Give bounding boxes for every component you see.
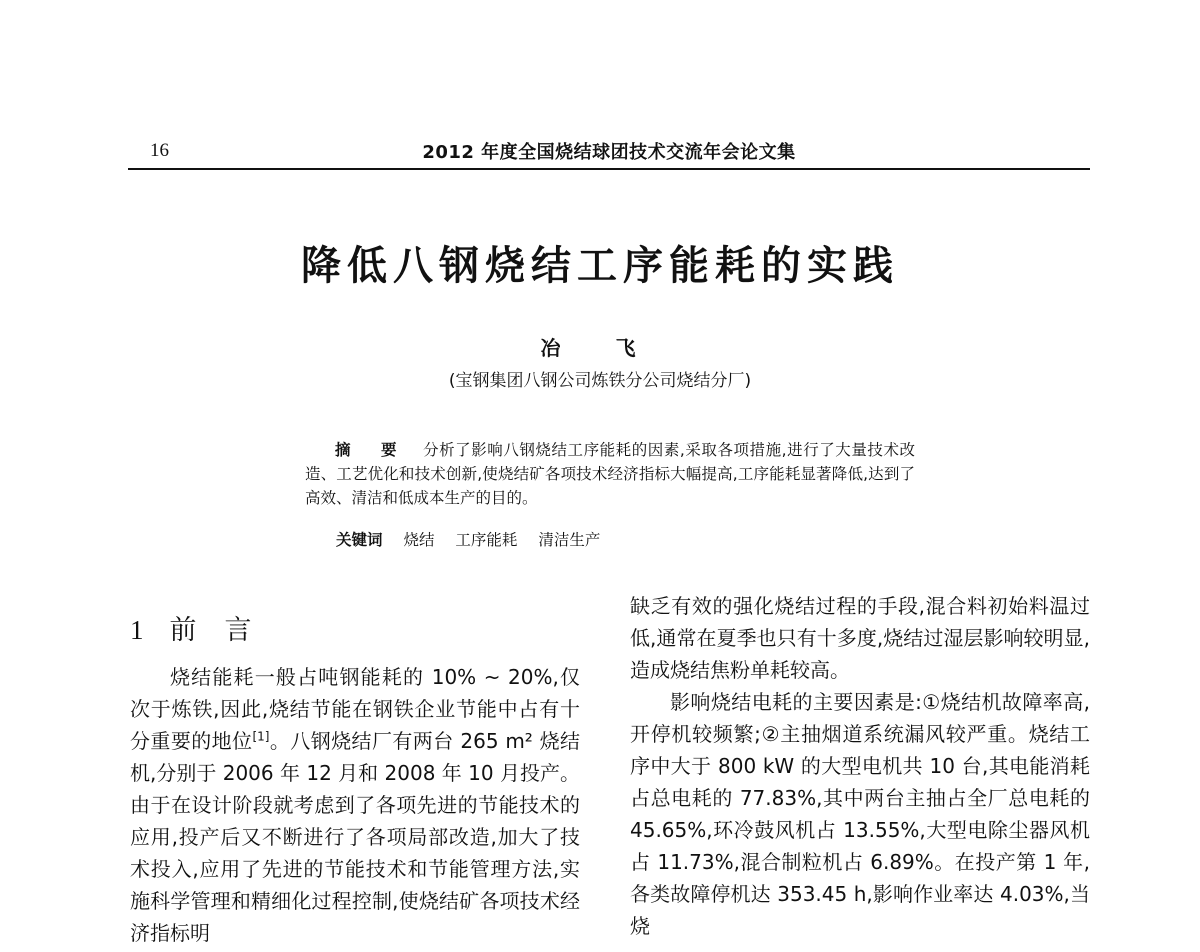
paragraph-text: 烧结能耗一般占吨钢能耗的 10% ~ 20%,仅次于炼铁,因此,烧结节能在钢铁企业节能中占有十分重要的地位 <box>130 665 580 753</box>
paper-author: 冶 飞 <box>540 336 660 360</box>
paragraph-text: 。八钢烧结厂有两台 265 m² 烧结机,分别于 2006 年 12 月和 2008 年 10 月投产。由于在设计阶段就考虑到了各项先进的节能技术的应用,投产后又不断进行了各项局部改造,加大了技术投入,应用了先进的节能技术和节能管理方法,实施科学管理和精细化过程控制,使烧结矿各项技术经济指标明 <box>130 729 581 945</box>
author-affiliation: (宝钢集团八钢公司炼铁分公司烧结分厂) <box>448 371 752 391</box>
abstract-text: 分析了影响八钢烧结工序能耗的因素,采取各项措施,进行了大量技术改造、工艺优化和技术创新,使烧结矿各项技术经济指标大幅提高,工序能耗显著降低,达到了高效、清洁和低成本生产的目的。 <box>305 441 916 507</box>
running-header <box>128 138 1090 166</box>
right-column <box>630 590 1090 942</box>
section-title: 前言 <box>169 615 280 646</box>
citation-ref[interactable]: [1] <box>252 729 270 744</box>
keywords <box>336 528 616 550</box>
page-number: 16 <box>150 140 169 161</box>
keyword: 清洁生产 <box>538 531 601 549</box>
keyword: 烧结 <box>403 531 435 549</box>
section-number: 1 <box>130 615 144 645</box>
left-column <box>130 600 580 949</box>
paragraph <box>130 661 580 949</box>
header-divider <box>128 168 1090 170</box>
proceedings-title: 2012 年度全国烧结球团技术交流年会论文集 <box>422 142 796 163</box>
keyword: 工序能耗 <box>455 531 518 549</box>
section-heading <box>130 610 580 651</box>
paragraph: 影响烧结电耗的主要因素是:①烧结机故障率高,开停机较频繁;②主抽烟道系统漏风较严重。烧结工序中大于 800 kW 的大型电机共 10 台,其电能消耗占总电耗的 77.83%,其中两台主抽占全厂总电耗的 45.65%,环冷鼓风机占 13.55%,大型电除尘器风机占 11.73%,混合制粒机占 6.89%。在投产第 1 年,各类故障停机达 353.45 h,影响作业率达 4.03%,当烧 <box>630 690 1090 938</box>
keywords-label: 关键词 <box>336 531 383 549</box>
paper-title: 降低八钢烧结工序能耗的实践 <box>301 243 899 289</box>
abstract-label: 摘 要 <box>335 441 410 459</box>
paragraph: 缺乏有效的强化烧结过程的手段,混合料初始料温过低,通常在夏季也只有十多度,烧结过湿层影响较明显,造成烧结焦粉单耗较高。 <box>630 594 1090 682</box>
abstract <box>305 438 915 510</box>
